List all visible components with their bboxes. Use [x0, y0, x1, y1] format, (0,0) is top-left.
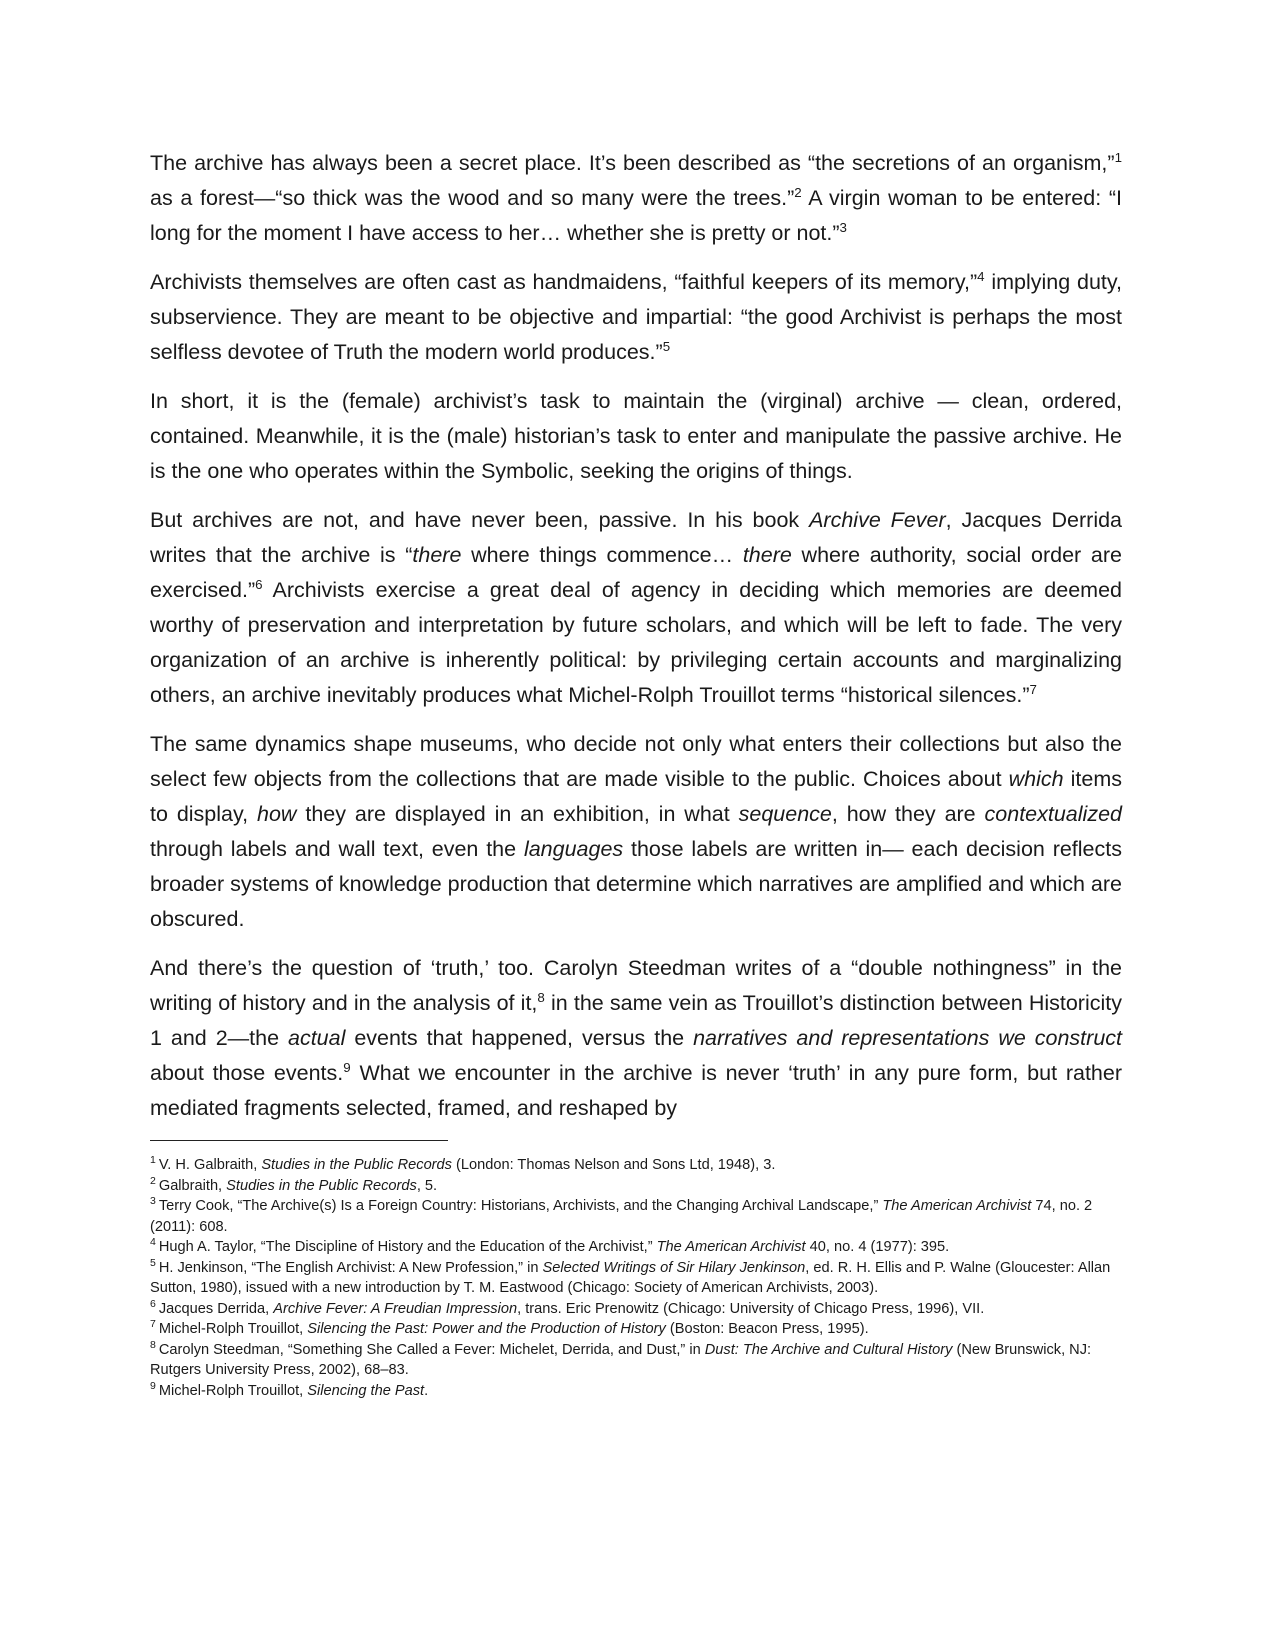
note-reference: 5 — [662, 338, 671, 354]
footnote — [150, 1176, 1122, 1197]
text-run: where things commence… — [461, 543, 743, 567]
text-run: 40, no. 4 (1977): 395. — [805, 1239, 950, 1255]
text-run: (New Brunswick, NJ: Rutgers University Press, 2002), 68–83. — [150, 1341, 1092, 1378]
footnote — [150, 1381, 1122, 1402]
text-run: where authority, social order are exercised.” — [150, 543, 1122, 602]
italic-text: The American Archivist — [656, 1239, 806, 1255]
note-reference: 3 — [150, 1195, 156, 1208]
text-run: A virgin woman to be entered: “I long for the moment I have access to her… whether she is pretty or not.” — [150, 186, 1122, 245]
note-reference: 3 — [839, 219, 847, 235]
text-run: The same dynamics shape museums, who decide not only what enters their collections but also the select few objects from the collections that are made visible to the public. Choices about — [150, 732, 1122, 791]
italic-text: Archive Fever — [809, 508, 946, 532]
text-run: (London: Thomas Nelson and Sons Ltd, 1948), 3. — [451, 1157, 776, 1173]
italic-text: Silencing the Past — [307, 1382, 425, 1399]
text-run: , how they are — [831, 802, 985, 826]
text-run: What we encounter in the archive is never ‘truth’ in any pure form, but rather mediated fragments selected, framed, and reshaped by — [150, 1061, 1122, 1120]
text-run: , trans. Eric Prenowitz (Chicago: University of Chicago Press, 1996), VII. — [517, 1300, 985, 1317]
text-run: events that happened, versus the — [345, 1026, 694, 1050]
text-run: . — [424, 1382, 429, 1399]
text-run: , Jacques Derrida writes that the archive is “ — [150, 508, 1123, 567]
note-reference: 5 — [150, 1256, 156, 1269]
footnote-divider — [150, 1140, 448, 1141]
italic-text: Selected Writings of Sir Hilary Jenkinson — [542, 1259, 806, 1276]
text-run: V. H. Galbraith, — [158, 1157, 262, 1173]
text-run: H. Jenkinson, “The English Archivist: A New Profession,” in — [158, 1259, 543, 1276]
note-reference: 9 — [343, 1059, 351, 1075]
note-reference: 4 — [977, 268, 985, 284]
text-run: Michel-Rolph Trouillot, — [158, 1321, 308, 1337]
italic-text: which — [1008, 767, 1064, 791]
italic-text: contextualized — [984, 802, 1122, 826]
text-run: Archivists themselves are often cast as handmaidens, “faithful keepers of its memory,” — [150, 270, 978, 294]
text-run: But archives are not, and have never been, passive. In his book — [150, 508, 810, 532]
paragraph — [150, 384, 1122, 489]
italic-text: Archive Fever: A Freudian Impression — [273, 1300, 518, 1317]
footnote — [150, 1340, 1122, 1381]
text-run: as a forest—“so thick was the wood and so many were the trees.” — [150, 186, 795, 210]
paragraph — [150, 951, 1122, 1126]
paragraph — [150, 503, 1122, 713]
text-run: Carolyn Steedman, “Something She Called a Fever: Michelet, Derrida, and Dust,” in — [158, 1341, 705, 1358]
text-run: through labels and wall text, even the — [150, 837, 524, 861]
italic-text: there — [412, 543, 462, 567]
text-run: implying duty, subservience. They are meant to be objective and impartial: “the good Archivist is perhaps the most selfless devotee of Truth the modern world produces.” — [150, 270, 1123, 364]
italic-text: Studies in the Public Records — [226, 1177, 417, 1194]
text-run: Terry Cook, “The Archive(s) Is a Foreign Country: Historians, Archivists, and the Changing Archival Landscape,” — [158, 1198, 883, 1214]
footnotes — [150, 1155, 1122, 1401]
footnote — [150, 1237, 1122, 1258]
note-reference: 6 — [150, 1297, 156, 1310]
footnote — [150, 1319, 1122, 1340]
text-run: Jacques Derrida, — [158, 1300, 274, 1317]
italic-text: Studies in the Public Records — [261, 1157, 452, 1173]
italic-text: The American Archivist — [882, 1198, 1032, 1214]
text-run: 74, no. 2 (2011): 608. — [150, 1198, 1093, 1235]
text-run: Galbraith, — [158, 1177, 227, 1194]
text-run: Hugh A. Taylor, “The Discipline of History and the Education of the Archivist,” — [158, 1239, 657, 1255]
note-reference: 4 — [150, 1236, 156, 1249]
text-run: , 5. — [416, 1177, 438, 1194]
note-reference: 7 — [1029, 681, 1037, 697]
italic-text: Dust: The Archive and Cultural History — [704, 1341, 953, 1358]
note-reference: 9 — [150, 1379, 156, 1392]
text-run: those labels are written in— each decision reflects broader systems of knowledge production that determine which narratives are amplified and which are obscured. — [150, 837, 1122, 931]
text-run: Michel-Rolph Trouillot, — [158, 1382, 308, 1399]
text-run: items to display, — [150, 767, 1122, 826]
note-reference: 2 — [794, 184, 802, 200]
text-run: about those events. — [150, 1061, 344, 1085]
text-run: Archivists exercise a great deal of agency in deciding which memories are deemed worthy of preservation and interpretation by future scholars, and which will be left to fade. The very organization of an archive is inherently political: by privileging certain accounts and marginalizing others, an archive inevitably produces what Michel-Rolph Trouillot terms “historical silences.” — [150, 578, 1122, 707]
note-reference: 7 — [150, 1318, 156, 1331]
text-run: (Boston: Beacon Press, 1995). — [665, 1321, 869, 1337]
text-run: they are displayed in an exhibition, in what — [296, 802, 739, 826]
body-text — [150, 146, 1122, 1126]
footnote — [150, 1299, 1122, 1320]
note-reference: 2 — [150, 1174, 156, 1187]
text-run: , ed. R. H. Ellis and P. Walne (Gloucester: Allan Sutton, 1980), issued with a new introduction by T. M. Eastwood (Chicago: Society of American Archivists, 2003). — [150, 1259, 1111, 1296]
note-reference: 8 — [537, 989, 545, 1005]
text-run: The archive has always been a secret place. It’s been described as “the secretions of an organism,” — [150, 151, 1115, 175]
italic-text: sequence — [738, 802, 832, 826]
text-run: In short, it is the (female) archivist’s task to maintain the (virginal) archive — clean, ordered, contained. Meanwhile, it is the (male) historian’s task to enter and manipulate the passive archive. He is the one who operates within the Symbolic, seeking the origins of things. — [150, 389, 1122, 483]
note-reference: 1 — [150, 1154, 156, 1167]
paragraph — [150, 727, 1122, 937]
italic-text: languages — [523, 837, 624, 861]
footnote — [150, 1196, 1122, 1237]
italic-text: actual — [288, 1026, 346, 1050]
note-reference: 1 — [1114, 149, 1122, 165]
text-run: in the same vein as Trouillot’s distinction between Historicity 1 and 2—the — [150, 991, 1122, 1050]
italic-text: narratives and representations we construct — [693, 1026, 1123, 1050]
paragraph — [150, 265, 1122, 370]
footnote — [150, 1258, 1122, 1299]
note-reference: 6 — [255, 576, 263, 592]
document-page — [150, 146, 1122, 1401]
footnote — [150, 1155, 1122, 1176]
paragraph — [150, 146, 1122, 251]
note-reference: 8 — [150, 1338, 156, 1351]
italic-text: Silencing the Past: Power and the Production of History — [307, 1321, 666, 1337]
text-run: And there’s the question of ‘truth,’ too. Carolyn Steedman writes of a “double nothingness” in the writing of history and in the analysis of it, — [150, 956, 1122, 1015]
italic-text: how — [257, 802, 297, 826]
italic-text: there — [742, 543, 792, 567]
